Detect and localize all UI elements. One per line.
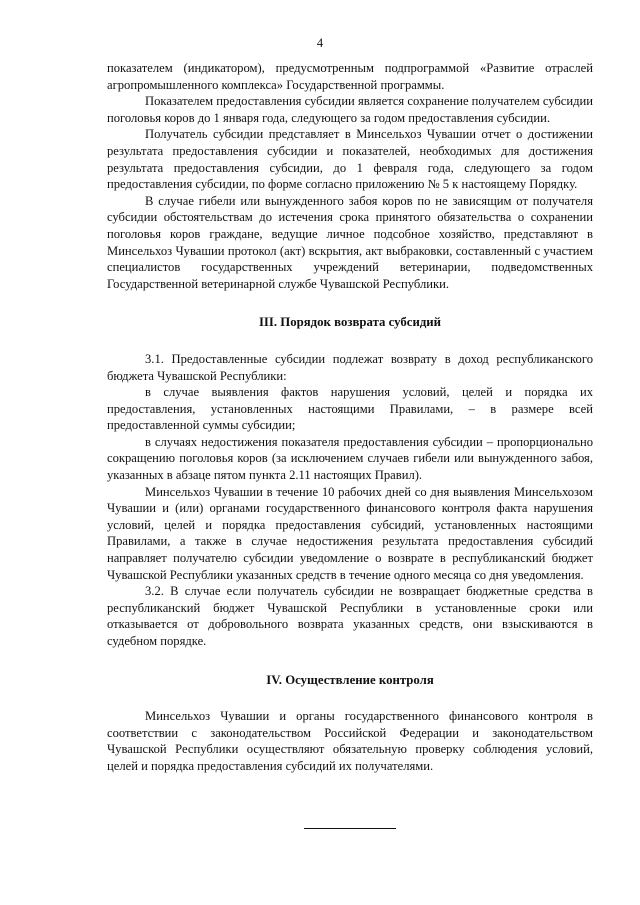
document-body [107,60,593,775]
paragraph-4-1: Минсельхоз Чувашии и органы государственного финансового контроля в соответствии с законодательством Российской Федерации и законодательством Чувашской Республики осуществляют обязательную проверку соблюдения условий, целей и порядка предоставления субсидий их получателями. [107,709,593,773]
spacer [107,292,593,314]
paragraph-3-1-item-2: в случаях недостижения показателя предоставления субсидии – пропорционально сокращению поголовья коров (за исключением случаев гибели или вынужденного забоя, указанных в абзаце пятом пункта 2.11 настоящих Правил). [107,434,593,483]
spacer [107,650,593,672]
section-3-heading: III. Порядок возврата субсидий [258,315,442,330]
section-4-heading: IV. Осуществление контроля [266,672,434,687]
paragraph-intro-2: Показателем предоставления субсидии является сохранение получателем субсидии поголовья коров до 1 января года, следующего за годом предоставления субсидии. [107,94,593,125]
paragraph-3-2: 3.2. В случае если получатель субсидии не возвращает бюджетные средства в республиканский бюджет Чувашской Республики в установленные сроки или отказывается от добровольного возврата указанных средств, они взыскиваются в судебном порядке. [107,584,593,648]
paragraph-intro-1: показателем (индикатором), предусмотренным подпрограммой «Развитие отраслей агропромышленного комплекса» Государственной программы. [107,61,593,92]
closing-rule [304,828,396,829]
paragraph-3-1-item-1: в случае выявления фактов нарушения условий, целей и порядка их предоставления, установленных настоящими Правилами, – в размере всей предоставленной суммы субсидии; [107,385,593,433]
spacer [107,688,593,708]
page-number: 4 [316,36,324,50]
spacer [107,331,593,351]
paragraph-intro-4: В случае гибели или вынужденного забоя коров по не зависящим от получателя субсидии обстоятельствам до истечения срока принятого обязательства о сохранении поголовья коров граждане, ведущие личное подсобное хозяйство, представляют в Минсельхоз Чувашии протокол (акт) вскрытия, акт выбраковки, составленный с участием специалистов государственных учреждений ветеринарии, подведомственных Государственной ветеринарной службе Чувашской Республики. [107,193,593,291]
paragraph-3-1-notice: Минсельхоз Чувашии в течение 10 рабочих дней со дня выявления Минсельхозом Чувашии и (или) органами государственного финансового контроля факта нарушения условий, целей и порядка предоставления субсидий, установленных настоящими Правилами, а также в случае недостижения результата предоставления субсидий направляет получателю субсидии уведомление о возврате в республиканский бюджет Чувашской Республики указанных средств в течение одного месяца со дня уведомления. [107,484,593,582]
paragraph-intro-3: Получатель субсидии представляет в Минсельхоз Чувашии отчет о достижении результата предоставления субсидии и показателей, необходимых для достижения результата предоставления субсидии, до 1 февраля года, следующего за годом предоставления субсидии, по форме согласно приложению № 5 к настоящему Порядку. [107,127,593,192]
paragraph-3-1: 3.1. Предоставленные субсидии подлежат возврату в доход республиканского бюджета Чувашской Республики: [107,351,593,383]
